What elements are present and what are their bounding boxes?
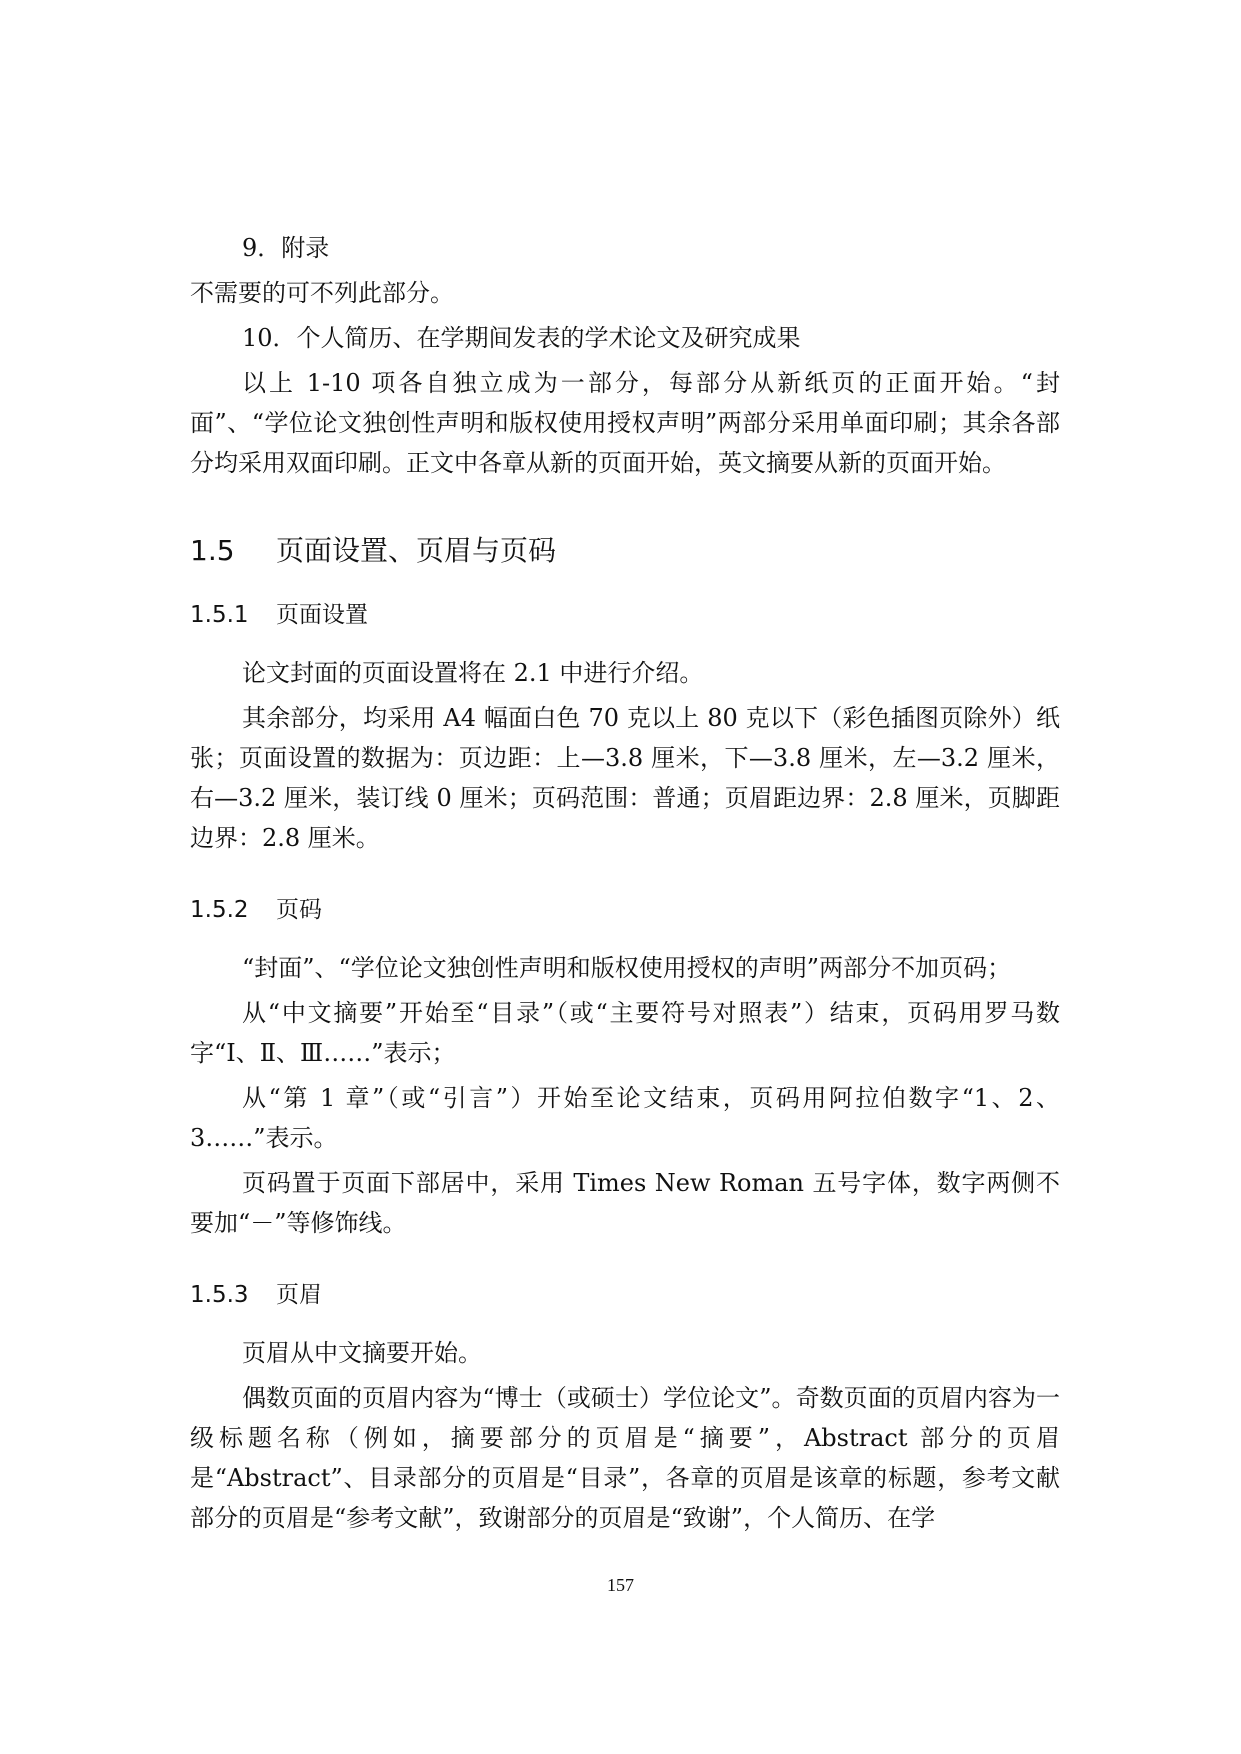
section-heading: [190, 531, 1060, 571]
paragraph: “封面”、“学位论文独创性声明和版权使用授权的声明”两部分不加页码；: [242, 954, 1012, 982]
section-number: 1.5: [190, 534, 235, 567]
paragraph: 页眉从中文摘要开始。: [242, 1339, 482, 1367]
subsection-title: 页码: [276, 897, 322, 923]
list-item-resume: 10．个人简历、在学期间发表的学术论文及研究成果: [242, 324, 801, 352]
paragraph: 偶数页面的页眉内容为“博士（或硕士）学位论文”。奇数页面的页眉内容为一级标题名称（例如，摘要部分的页眉是“摘要”，Abstract 部分的页眉是“Abstract”、目录部分的页眉是“目录”，各章的页眉是该章的标题，参考文献部分的页眉是“参考文献”，致谢部分的页眉是“致谢”，个人简历、在学: [190, 1384, 1060, 1532]
subsection-heading-page-number: [190, 892, 1060, 928]
page-content: [190, 228, 1060, 1538]
subsection-title: 页面设置: [276, 602, 368, 628]
list-item-appendix: 9．附录: [242, 234, 330, 262]
subsection-heading-header: [190, 1277, 1060, 1313]
subsection-number: 1.5.3: [190, 1282, 249, 1308]
subsection-heading-page-setup: [190, 597, 1060, 633]
paragraph: 从“中文摘要”开始至“目录”（或“主要符号对照表”）结束，页码用罗马数字“Ⅰ、Ⅱ、Ⅲ……”表示；: [190, 999, 1060, 1067]
subsection-number: 1.5.1: [190, 602, 249, 628]
section-title: 页面设置、页眉与页码: [276, 534, 557, 567]
paragraph: 论文封面的页面设置将在 2.1 中进行介绍。: [242, 659, 704, 687]
paragraph: 页码置于页面下部居中，采用 Times New Roman 五号字体，数字两侧不要加“－”等修饰线。: [190, 1169, 1060, 1237]
page-number: 157: [607, 1575, 634, 1595]
list-item-appendix-note: 不需要的可不列此部分。: [190, 279, 454, 307]
list-summary-paragraph: 以上 1-10 项各自独立成为一部分，每部分从新纸页的正面开始。“封面”、“学位论文独创性声明和版权使用授权声明”两部分采用单面印刷；其余各部分均采用双面印刷。正文中各章从新的页面开始，英文摘要从新的页面开始。: [190, 369, 1060, 477]
subsection-title: 页眉: [276, 1282, 322, 1308]
paragraph: 其余部分，均采用 A4 幅面白色 70 克以上 80 克以下（彩色插图页除外）纸张；页面设置的数据为：页边距：上—3.8 厘米，下—3.8 厘米，左—3.2 厘米，右—3.2 厘米，装订线 0 厘米；页码范围：普通；页眉距边界：2.8 厘米，页脚距边界：2.8 厘米。: [190, 704, 1060, 852]
paragraph: 从“第 1 章”（或“引言”）开始至论文结束，页码用阿拉伯数字“1、2、3……”表示。: [190, 1084, 1060, 1152]
subsection-number: 1.5.2: [190, 897, 249, 923]
